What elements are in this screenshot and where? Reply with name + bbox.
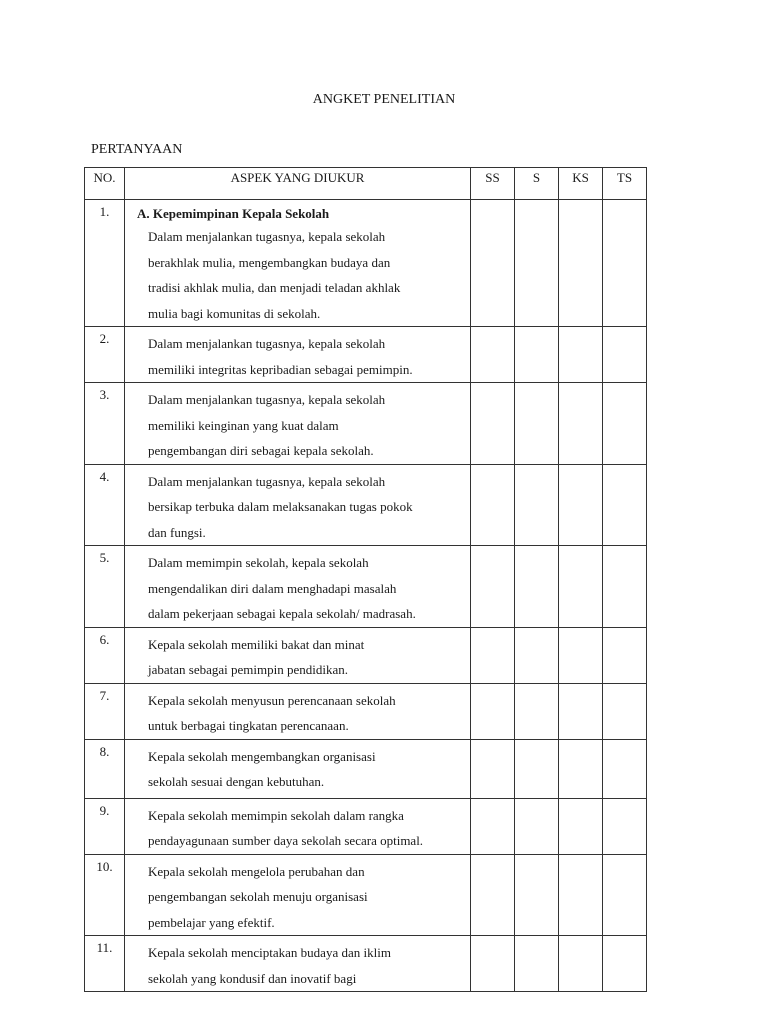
table-row (85, 383, 647, 465)
statement-line: sekolah sesuai dengan kebutuhan. (148, 774, 325, 789)
page-title: ANGKET PENELITIAN (312, 92, 456, 107)
response-cell-ts[interactable] (603, 739, 647, 798)
response-cell-ss[interactable] (471, 627, 515, 683)
questionnaire-table (84, 167, 647, 992)
response-cell-ts[interactable] (603, 546, 647, 628)
response-cell-ts[interactable] (603, 936, 647, 992)
table-row (85, 854, 647, 936)
response-cell-ks[interactable] (559, 739, 603, 798)
response-cell-ts[interactable] (603, 327, 647, 383)
response-cell-ks[interactable] (559, 854, 603, 936)
table-header-row (85, 168, 647, 200)
statement-line: jabatan sebagai pemimpin pendidikan. (148, 662, 348, 677)
statement-line: dalam pekerjaan sebagai kepala sekolah/ madrasah. (148, 606, 416, 621)
row-number: 11. (85, 936, 125, 992)
row-statement (125, 383, 471, 465)
statement-line: Kepala sekolah menyusun perencanaan sekolah (148, 692, 396, 708)
row-statement (125, 627, 471, 683)
response-cell-s[interactable] (515, 936, 559, 992)
statement-line: Dalam menjalankan tugasnya, kepala sekolah (148, 336, 386, 351)
response-cell-ss[interactable] (471, 327, 515, 383)
table-row (85, 683, 647, 739)
header-no: NO. (85, 168, 125, 200)
header-ts: TS (603, 168, 647, 200)
response-cell-s[interactable] (515, 383, 559, 465)
response-cell-ts[interactable] (603, 464, 647, 546)
response-cell-s[interactable] (515, 798, 559, 854)
statement-line: Dalam menjalankan tugasnya, kepala sekolah (148, 392, 386, 407)
row-statement (125, 464, 471, 546)
row-statement (125, 936, 471, 992)
response-cell-s[interactable] (515, 546, 559, 628)
table-row (85, 327, 647, 383)
statement-line: pengembangan diri sebagai kepala sekolah. (148, 443, 374, 458)
response-cell-ts[interactable] (603, 854, 647, 936)
header-ks: KS (559, 168, 603, 200)
header-ss: SS (471, 168, 515, 200)
response-cell-ks[interactable] (559, 546, 603, 628)
row-statement (125, 739, 471, 798)
response-cell-ks[interactable] (559, 627, 603, 683)
statement-line: tradisi akhlak mulia, dan menjadi teladan akhlak (148, 280, 401, 295)
response-cell-ts[interactable] (603, 200, 647, 327)
response-cell-s[interactable] (515, 739, 559, 798)
statement-line: mengendalikan diri dalam menghadapi masalah (148, 580, 397, 596)
section-subheading: A. Kepemimpinan Kepala Sekolah (137, 206, 330, 221)
response-cell-ss[interactable] (471, 200, 515, 327)
statement-line: pendayagunaan sumber daya sekolah secara optimal. (148, 833, 424, 848)
statement-line: Kepala sekolah mengelola perubahan dan (148, 863, 365, 879)
statement-line: Kepala sekolah menciptakan budaya dan iklim (148, 945, 391, 960)
row-number: 9. (85, 798, 125, 854)
row-number: 1. (85, 200, 125, 327)
response-cell-ks[interactable] (559, 200, 603, 327)
row-statement (125, 798, 471, 854)
row-number: 7. (85, 683, 125, 739)
response-cell-ks[interactable] (559, 936, 603, 992)
response-cell-s[interactable] (515, 683, 559, 739)
table-row (85, 546, 647, 628)
response-cell-ss[interactable] (471, 546, 515, 628)
response-cell-s[interactable] (515, 464, 559, 546)
response-cell-ss[interactable] (471, 798, 515, 854)
row-statement (125, 854, 471, 936)
section-label: PERTANYAAN (91, 142, 183, 157)
response-cell-ks[interactable] (559, 383, 603, 465)
row-number: 10. (85, 854, 125, 936)
statement-line: Kepala sekolah mengembangkan organisasi (148, 748, 376, 764)
response-cell-ss[interactable] (471, 936, 515, 992)
statement-line: memiliki keinginan yang kuat dalam (148, 417, 339, 433)
statement-line: untuk berbagai tingkatan perencanaan. (148, 718, 349, 733)
row-statement (125, 327, 471, 383)
response-cell-ks[interactable] (559, 464, 603, 546)
response-cell-ss[interactable] (471, 854, 515, 936)
header-aspect: ASPEK YANG DIUKUR (125, 168, 471, 200)
statement-line: Dalam menjalankan tugasnya, kepala sekolah (148, 473, 386, 489)
response-cell-ss[interactable] (471, 383, 515, 465)
response-cell-ts[interactable] (603, 798, 647, 854)
response-cell-ss[interactable] (471, 739, 515, 798)
table-row (85, 798, 647, 854)
header-s: S (515, 168, 559, 200)
response-cell-ks[interactable] (559, 798, 603, 854)
response-cell-ts[interactable] (603, 627, 647, 683)
statement-line: bersikap terbuka dalam melaksanakan tugas pokok (148, 499, 413, 514)
row-number: 6. (85, 627, 125, 683)
row-statement (125, 200, 471, 327)
response-cell-ts[interactable] (603, 683, 647, 739)
row-number: 3. (85, 383, 125, 465)
statement-line: berakhlak mulia, mengembangkan budaya dan (148, 254, 391, 270)
statement-line: memiliki integritas kepribadian sebagai pemimpin. (148, 361, 413, 377)
table-row (85, 200, 647, 327)
row-number: 4. (85, 464, 125, 546)
row-number: 8. (85, 739, 125, 798)
statement-line: dan fungsi. (148, 524, 206, 540)
row-statement (125, 546, 471, 628)
row-number: 2. (85, 327, 125, 383)
statement-line: Kepala sekolah memimpin sekolah dalam rangka (148, 807, 404, 823)
response-cell-ss[interactable] (471, 464, 515, 546)
statement-line: Dalam memimpin sekolah, kepala sekolah (148, 555, 369, 570)
row-statement (125, 683, 471, 739)
table-row (85, 739, 647, 798)
statement-line: sekolah yang kondusif dan inovatif bagi (148, 970, 357, 986)
row-number: 5. (85, 546, 125, 628)
response-cell-s[interactable] (515, 854, 559, 936)
response-cell-s[interactable] (515, 200, 559, 327)
response-cell-ks[interactable] (559, 327, 603, 383)
response-cell-ss[interactable] (471, 683, 515, 739)
table-row (85, 464, 647, 546)
statement-line: Kepala sekolah memiliki bakat dan minat (148, 636, 365, 652)
response-cell-ks[interactable] (559, 683, 603, 739)
response-cell-s[interactable] (515, 327, 559, 383)
table-row (85, 936, 647, 992)
table-row (85, 627, 647, 683)
statement-line: pembelajar yang efektif. (148, 914, 275, 930)
statement-line: Dalam menjalankan tugasnya, kepala sekolah (148, 229, 386, 244)
statement-line: pengembangan sekolah menuju organisasi (148, 889, 368, 904)
statement-line: mulia bagi komunitas di sekolah. (148, 305, 321, 321)
response-cell-s[interactable] (515, 627, 559, 683)
response-cell-ts[interactable] (603, 383, 647, 465)
